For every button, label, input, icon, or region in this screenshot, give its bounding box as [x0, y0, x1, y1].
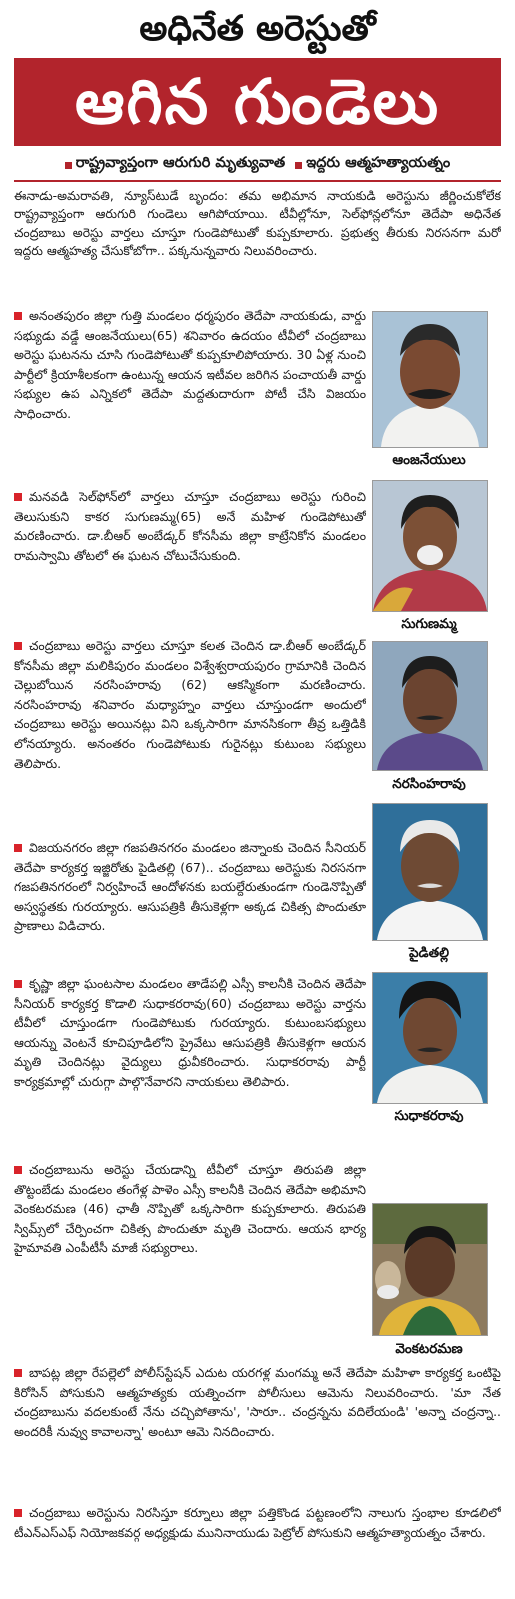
portrait-icon — [373, 642, 487, 770]
photo-caption: నరసింహరావు — [392, 776, 466, 792]
photo-caption: వెంకటరమణ — [395, 1341, 463, 1357]
story-paragraph — [14, 487, 366, 627]
main-headline: ఆగిన గుండెలు — [14, 58, 501, 146]
story-paragraph — [14, 974, 366, 1152]
story-text: చంద్రబాబు అరెస్టును నిరసిస్తూ కర్నూలు జిల్లా పత్తికొండ పట్టణంలోని నాలుగు స్తంభాల కూడలిలో టీఎన్ఎస్ఎఫ్ నియోజకవర్గ అధ్యక్షుడు మునినాయుడు పెట్రోల్ పోసుకుని ఆత్మహత్యాయత్నం చేశారు. — [14, 1505, 501, 1540]
subhead-item — [65, 155, 285, 175]
story-text: మనవడి సెల్‌ఫోన్‌లో వార్తలు చూస్తూ చంద్రబాబు అరెస్టు గురించి తెలుసుకుని కాకర సుగుణమ్మ(65) అనే మహిళ గుండెపోటుతో మరణించారు. డా.బీఆర్ అంబేడ్కర్ కోనసీమ జిల్లా కాట్రేనికోన మండలం రామస్వామి తోటలో ఈ ఘటన చోటుచేసుకుంది. — [14, 489, 366, 563]
portrait-icon — [373, 1204, 487, 1335]
story-paragraph — [14, 306, 366, 463]
story-text: బాపట్ల జిల్లా రేపల్లెలో పోలీస్‌స్టేషన్ ఎదుట యరగళ్ల మంగమ్మ అనే తెదేపా మహిళా కార్యకర్త ఒంటిపై కిరోసిన్ పోసుకుని ఆత్మహత్యకు యత్నించగా పోలీసులు ఆమెను నిలువరించారు. 'మా నేత చంద్రబాబును వదలకుంటే నేను చచ్చిపోతాను', 'సారూ.. చంద్రన్నను వదిలేయండి' 'అన్నా చంద్రన్నా.. అందరికీ నువ్వు కావాలన్నా' అంటూ ఆమె నినదించారు. — [14, 1365, 501, 1439]
subhead-text: రాష్ట్రవ్యాప్తంగా ఆరుగురి మృత్యువాత — [75, 155, 286, 171]
person-photo — [372, 480, 488, 612]
story-text: అనంతపురం జిల్లా గుత్తి మండలం ధర్మపురం తెదేపా నాయకుడు, వార్డు సభ్యుడు వడ్డే ఆంజనేయులు(65) శనివారం ఉదయం టీవీలో చంద్రబాబు అరెస్టు ఘటనను చూసి గుండెపోటుతో కుప్పకూలిపోయారు. 30 ఏళ్ల నుంచి పార్టీలో క్రియాశీలకంగా ఉంటున్న ఆయన ఇటీవల జరిగిన పంచాయతీ వార్డు సభ్యుల ఉప ఎన్నికలో తెదేపా మద్దతుదారుగా పోటీ చేసి విజయం సాధించారు. — [14, 308, 366, 421]
bullet-icon — [14, 1166, 22, 1174]
story-paragraph — [14, 1503, 501, 1585]
photo-caption: ఆంజనేయులు — [392, 452, 466, 468]
story-paragraph — [14, 636, 366, 833]
bullet-icon — [14, 312, 22, 320]
bullet-icon — [14, 493, 22, 501]
photo-caption: సుగుణమ్మ — [401, 616, 457, 632]
subhead-item — [295, 155, 450, 175]
portrait-icon — [373, 481, 487, 611]
person-photo — [372, 972, 488, 1104]
person-photo — [372, 641, 488, 771]
bullet-icon — [295, 162, 302, 169]
portrait-icon — [373, 312, 487, 447]
story-paragraph — [14, 838, 366, 958]
story-paragraph — [14, 1363, 501, 1499]
bullet-icon — [14, 1509, 22, 1517]
bullet-icon — [14, 1369, 22, 1377]
story-paragraph — [14, 1160, 366, 1358]
bullet-icon — [14, 642, 22, 650]
story-text: కృష్ణా జిల్లా ఘంటసాల మండలం తాడేపల్లి ఎస్సీ కాలనీకి చెందిన తెదేపా సీనియర్ కార్యకర్త కొడాలి సుధాకరరావు(60) చంద్రబాబు అరెస్టు వార్తను టీవీలో చూస్తుండగా గుండెపోటుకు గురయ్యారు. కుటుంబసభ్యులు ఆయన్ను వెంటనే కూచిపూడిలోని ప్రైవేటు ఆసుపత్రికి తీసుకెళ్లగా ఆయన మృతి చెందినట్లు వైద్యులు ధ్రువీకరించారు. సుధాకరరావు పార్టీ కార్యక్రమాల్లో చురుగ్గా పాల్గొనేవారని నాయకులు తెలిపారు. — [14, 976, 366, 1089]
bullet-icon — [14, 980, 22, 988]
subhead-bar — [14, 150, 501, 182]
bullet-icon — [14, 844, 22, 852]
person-photo — [372, 311, 488, 448]
portrait-icon — [373, 804, 487, 940]
intro-paragraph: ఈనాడు-అమరావతి, న్యూస్‌టుడే బృందం: తమ అభిమాన నాయకుడి అరెస్టును జీర్ణించుకోలేక రాష్ట్రవ్యాప్తంగా ఆరుగురి గుండెలు ఆగిపోయాయి. టీవీల్లోనూ, సెల్‌ఫోన్లలోనూ తెదేపా అధినేత చంద్రబాబు అరెస్టు వార్తలు చూస్తూ గుండెపోటుతో కుప్పకూలారు. ప్రభుత్వ తీరుకు నిరసనగా మరో ఇద్దరు ఆత్మహత్య చేసుకోబోగా.. పక్కనున్నవారు నిలువరించారు. — [14, 188, 501, 259]
story-text: విజయనగరం జిల్లా గజపతినగరం మండలం జిన్నాంకు చెందిన సీనియర్ తెదేపా కార్యకర్త ఇజ్జిరోతు పైడితల్లి (67).. చంద్రబాబు అరెస్టుకు నిరసనగా గజపతినగరంలో నిర్వహించే ఆందోళనకు బయల్దేరుతుండగా గుండెనొప్పితో అస్వస్థతకు గురయ్యారు. ఆసుపత్రికి తీసుకెళ్లగా అక్కడ చికిత్స పొందుతూ ప్రాణాలు విడిచారు. — [14, 840, 366, 934]
subhead-text: ఇద్దరు ఆత్మహత్యాయత్నం — [306, 155, 451, 171]
story-text: చంద్రబాబును అరెస్టు చేయడాన్ని టీవీలో చూస్తూ తిరుపతి జిల్లా తొట్టంబేడు మండలం తంగేళ్ల పాళెం ఎస్సీ కాలనీకి చెందిన తెదేపా అభిమాని వెంకటరమణ (46) ఛాతీ నొప్పితో ఒక్కసారిగా కుప్పకూలారు. తిరుపతి స్విమ్స్‌లో చేర్పించగా చికిత్స పొందుతూ మృతి చెందారు. ఆయన భార్య హైమావతి ఎంపీటీసీ మాజీ సభ్యురాలు. — [14, 1162, 366, 1256]
portrait-icon — [373, 973, 487, 1103]
photo-caption: పైడితల్లి — [409, 945, 449, 961]
person-photo — [372, 803, 488, 941]
story-text: చంద్రబాబు అరెస్టు వార్తలు చూస్తూ కలత చెందిన డా.బీఆర్ అంబేడ్కర్ కోనసీమ జిల్లా మలికిపురం మండలం విశ్వేశ్వరాయపురం గ్రామానికి చెందిన చెల్లుబోయిన నరసింహరావు (62) ఆకస్మికంగా మరణించారు. నరసింహరావు శనివారం మధ్యాహ్నం వార్తలు చూస్తుండగా అందులో చంద్రబాబు అరెస్టు అయినట్లు విని ఒక్కసారిగా మానసికంగా తీవ్ర ఒత్తిడికి లోనయ్యారు. అనంతరం గుండెపోటుకు గురైనట్లు కుటుంబ సభ్యులు తెలిపారు. — [14, 638, 366, 771]
kicker-headline: అధినేత అరెస్టుతో — [139, 9, 376, 49]
bullet-icon — [65, 162, 72, 169]
photo-caption: సుధాకరరావు — [394, 1108, 464, 1124]
person-photo — [372, 1203, 488, 1336]
